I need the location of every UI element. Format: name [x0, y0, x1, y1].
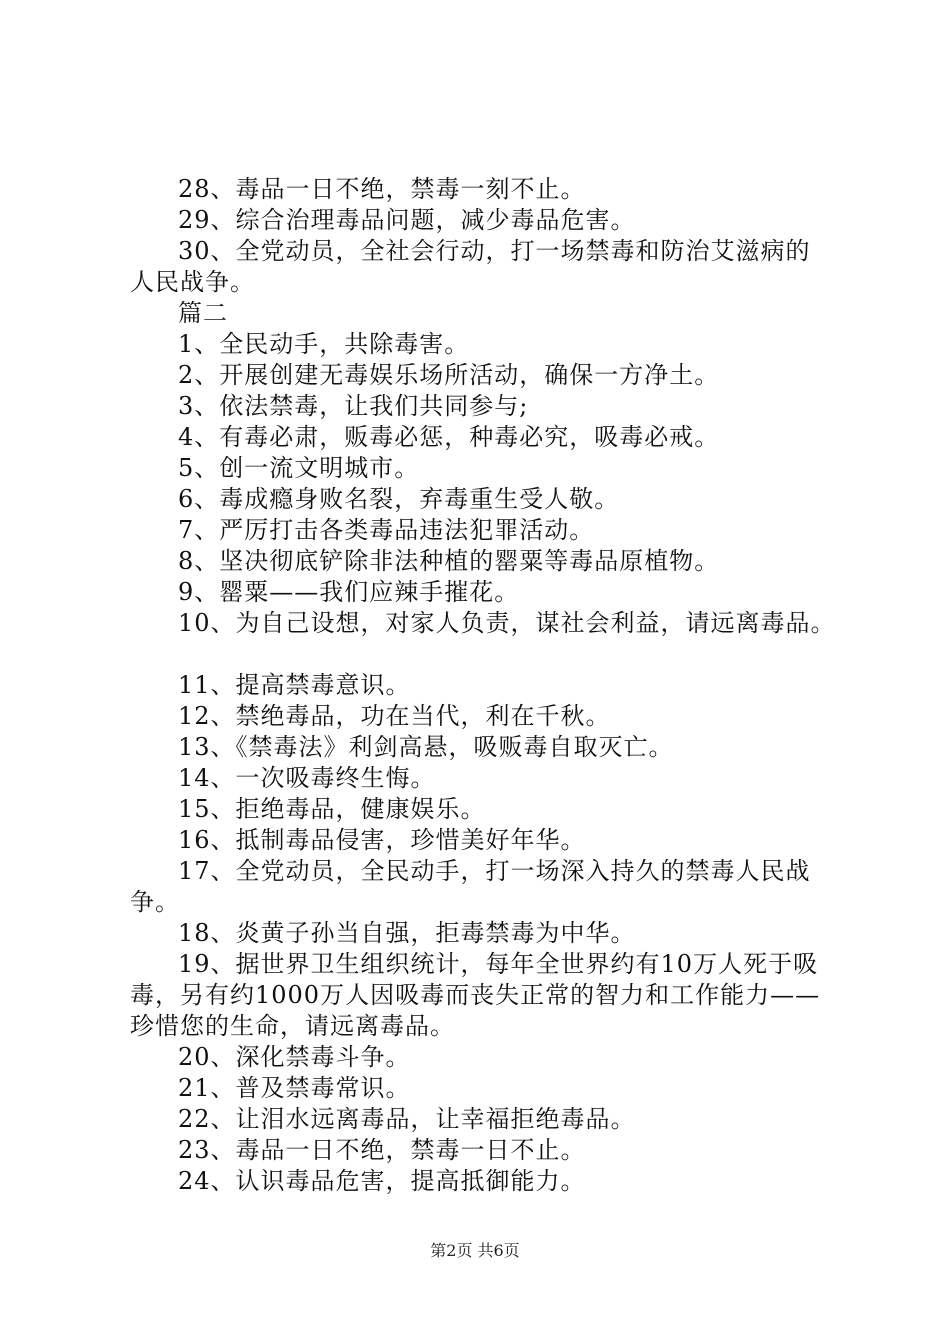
text-line-continuation: 争。: [130, 888, 180, 916]
text-line: 30、全党动员，全社会行动，打一场禁毒和防治艾滋病的: [178, 237, 811, 265]
text-line: 3、依法禁毒，让我们共同参与;: [178, 392, 529, 420]
text-line: 22、让泪水远离毒品，让幸福拒绝毒品。: [178, 1105, 636, 1133]
text-line: 2、开展创建无毒娱乐场所活动，确保一方净土。: [178, 361, 720, 389]
text-line: 7、严厉打击各类毒品违法犯罪活动。: [178, 516, 595, 544]
text-line: 5、创一流文明城市。: [178, 454, 420, 482]
text-line: 8、坚决彻底铲除非法种植的罂粟等毒品原植物。: [178, 547, 720, 575]
text-line-continuation: 人民战争。: [130, 268, 255, 296]
text-line: 21、普及禁毒常识。: [178, 1074, 411, 1102]
text-line: 9、罂粟——我们应辣手摧花。: [178, 578, 520, 606]
blank-line: [130, 639, 830, 670]
text-line: 11、提高禁毒意识。: [178, 671, 411, 699]
text-line: 17、全党动员，全民动手，打一场深入持久的禁毒人民战: [178, 857, 811, 885]
text-line: 20、深化禁毒斗争。: [178, 1043, 411, 1071]
page-number-footer: 第2页 共6页: [430, 1241, 520, 1260]
text-line: 14、一次吸毒终生悔。: [178, 764, 436, 792]
text-line: 28、毒品一日不绝，禁毒一刻不止。: [178, 175, 586, 203]
text-line: 19、据世界卫生组织统计，每年全世界约有10万人死于吸: [178, 950, 819, 978]
text-line: 6、毒成瘾身败名裂，弃毒重生受人敬。: [178, 485, 620, 513]
text-line: 10、为自己设想，对家人负责，谋社会利益，请远离毒品。: [178, 609, 836, 637]
text-line: 18、炎黄子孙当自强，拒毒禁毒为中华。: [178, 919, 636, 947]
text-line-continuation: 毒，另有约1000万人因吸毒而丧失正常的智力和工作能力——: [130, 981, 821, 1009]
text-line: 12、禁绝毒品，功在当代，利在千秋。: [178, 702, 611, 730]
text-line: 23、毒品一日不绝，禁毒一日不止。: [178, 1136, 586, 1164]
text-line: 4、有毒必肃，贩毒必惩，种毒必究，吸毒必戒。: [178, 423, 720, 451]
text-line: 16、抵制毒品侵害，珍惜美好年华。: [178, 826, 586, 854]
text-line: 1、全民动手，共除毒害。: [178, 330, 470, 358]
section-heading: 篇二: [178, 299, 228, 327]
text-line: 15、拒绝毒品，健康娱乐。: [178, 795, 486, 823]
text-line: 24、认识毒品危害，提高抵御能力。: [178, 1167, 586, 1195]
document-body: [130, 174, 836, 1197]
text-line-continuation: 珍惜您的生命，请远离毒品。: [130, 1012, 455, 1040]
text-line: 13、《禁毒法》利剑高悬，吸贩毒自取灭亡。: [178, 733, 674, 761]
text-line: 29、综合治理毒品问题，减少毒品危害。: [178, 206, 636, 234]
